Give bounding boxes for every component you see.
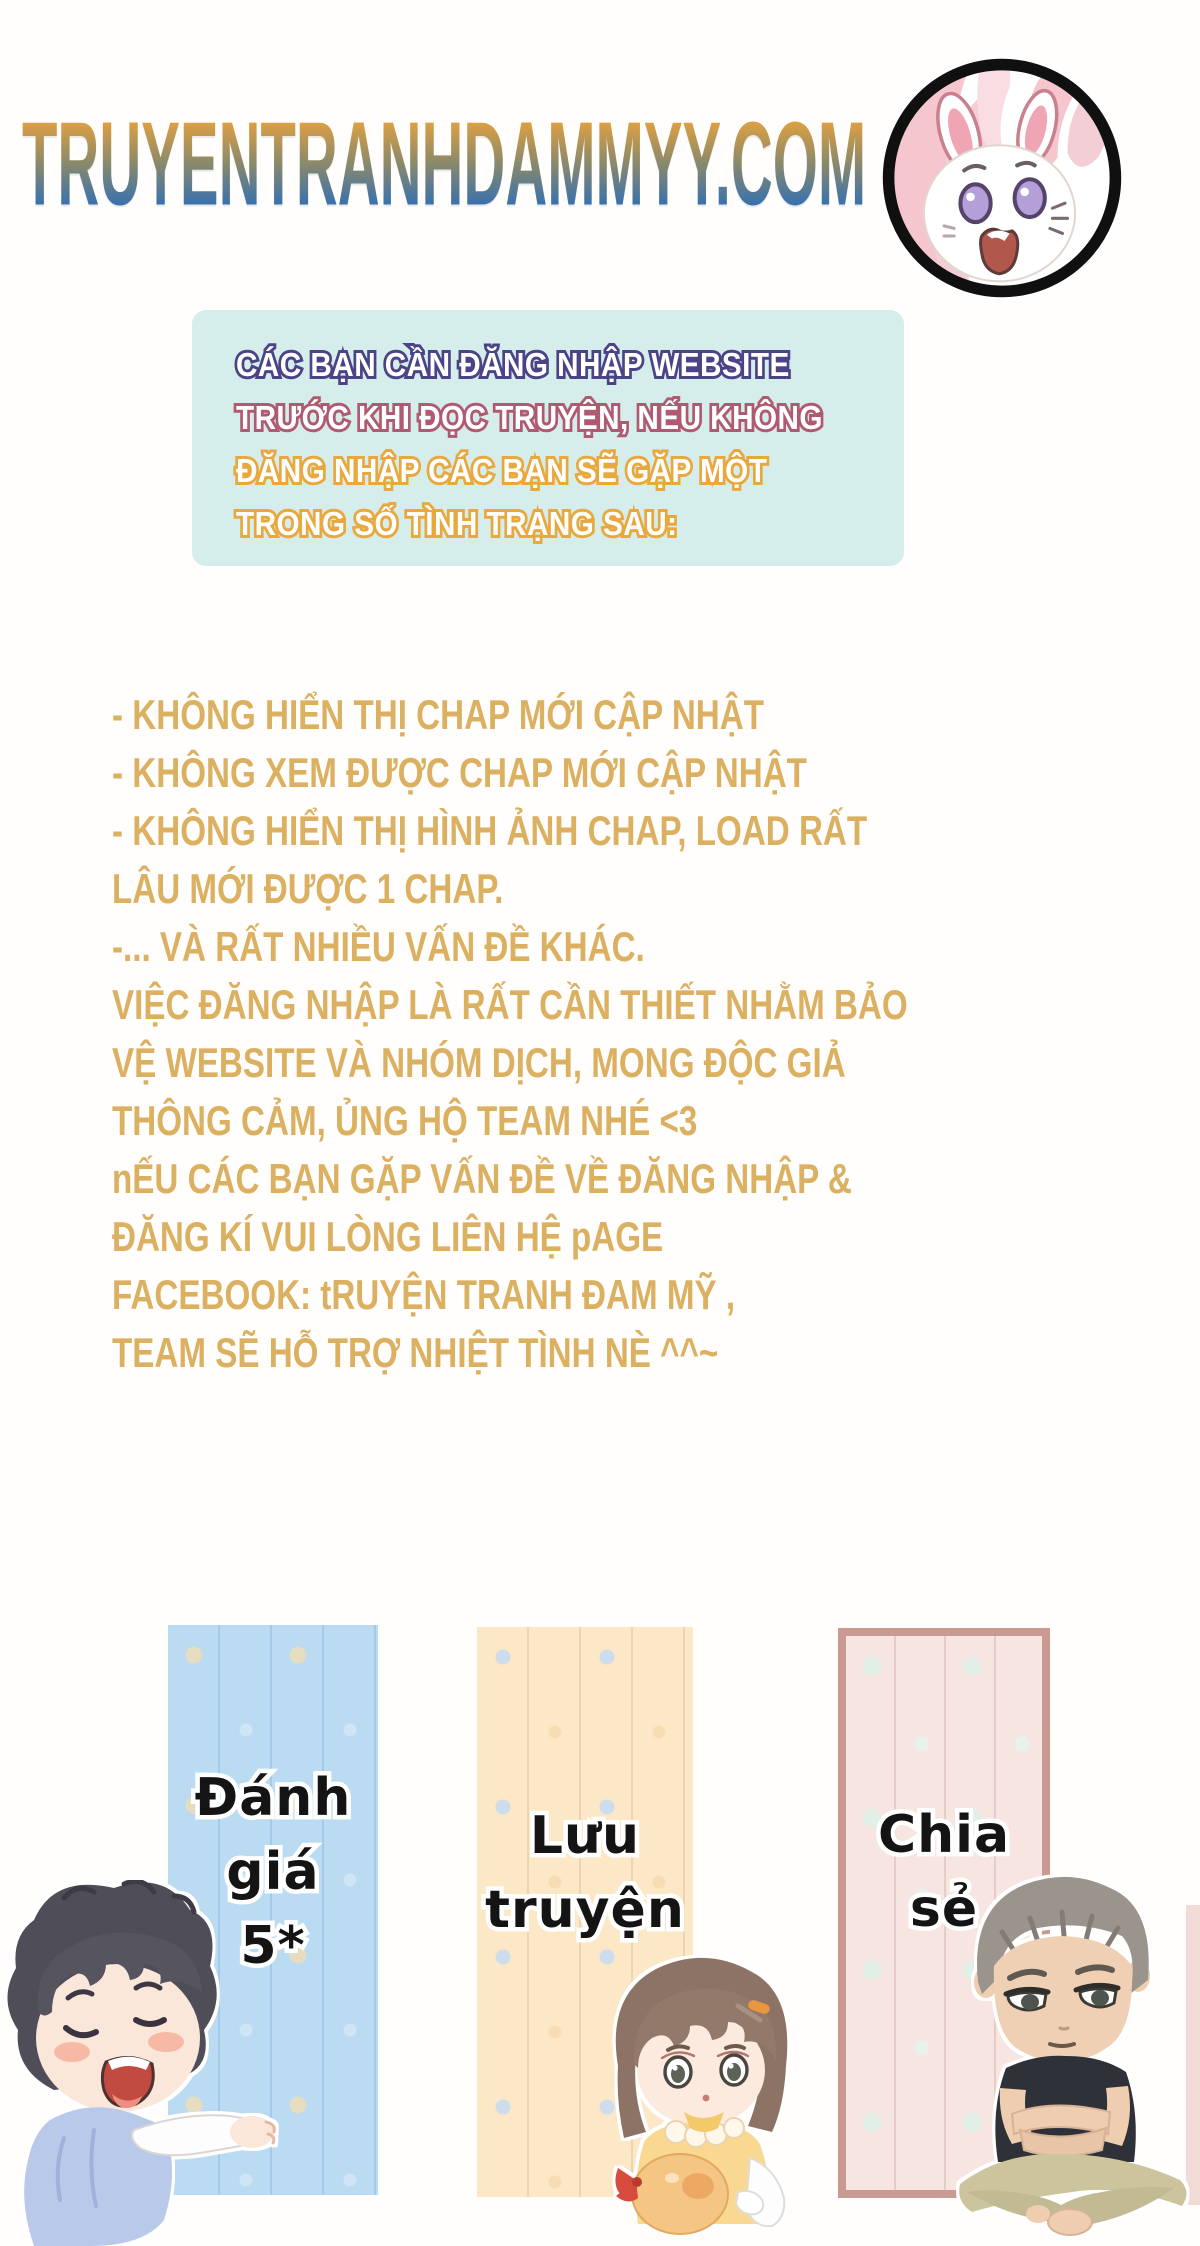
issue-line: - KHÔNG HIỂN THỊ CHAP MỚI CẬP NHẬT	[112, 691, 764, 738]
issue-line: VIỆC ĐĂNG NHẬP LÀ RẤT CẦN THIẾT NHẰM BẢO	[112, 981, 908, 1028]
rate-card-label: Đánh giá 5*	[194, 1768, 352, 1976]
issues-text-block	[112, 686, 1152, 1382]
issue-line: -... VÀ RẤT NHIỀU VẤN ĐỀ KHÁC.	[112, 923, 645, 970]
site-title	[22, 96, 872, 232]
pouting-boy-chibi	[942, 1862, 1200, 2246]
notice-line: CÁC BẠN CẦN ĐĂNG NHẬP WEBSITE	[236, 346, 790, 383]
issue-line: LÂU MỚI ĐƯỢC 1 CHAP.	[112, 865, 504, 912]
issue-line: VỆ WEBSITE VÀ NHÓM DỊCH, MONG ĐỘC GIẢ	[112, 1039, 846, 1086]
notice-line: TRONG SỐ TÌNH TRẠNG SAU:	[236, 505, 678, 542]
save-card-label: Lưu truyện	[485, 1806, 685, 1940]
bunny-icon	[876, 52, 1128, 304]
issue-line: FACEBOOK: tRUYỆN TRANH ĐAM MỸ ,	[112, 1271, 736, 1318]
share-card-label: Chia sẻ	[877, 1805, 1011, 1939]
login-notice-box	[192, 310, 904, 566]
girl-with-plush-chibi	[588, 1946, 816, 2246]
issue-line: - KHÔNG XEM ĐƯỢC CHAP MỚI CẬP NHẬT	[112, 749, 807, 796]
issue-line: nẾU CÁC BẠN GẶP VẤN ĐỀ VỀ ĐĂNG NHẬP &	[112, 1155, 852, 1202]
notice-line: ĐĂNG NHẬP CÁC BẠN SẼ GẶP MỘT	[236, 452, 768, 489]
issue-line: TEAM SẼ HỖ TRỢ NHIỆT TÌNH NÈ ^^~	[112, 1329, 719, 1376]
bunny-mascot-logo	[876, 52, 1128, 304]
site-title-text: TRUYENTRANHDAMMYY.COM	[22, 96, 866, 233]
notice-line: TRƯỚC KHI ĐỌC TRUYỆN, NẾU KHÔNG	[236, 399, 823, 436]
issue-line: - KHÔNG HIỂN THỊ HÌNH ẢNH CHAP, LOAD RẤT	[112, 807, 868, 854]
issue-line: THÔNG CẢM, ỦNG HỘ TEAM NHÉ <3	[112, 1097, 698, 1144]
issue-line: ĐĂNG KÍ VUI LÒNG LIÊN HỆ pAGE	[112, 1213, 664, 1260]
laughing-boy-chibi	[0, 1880, 286, 2246]
